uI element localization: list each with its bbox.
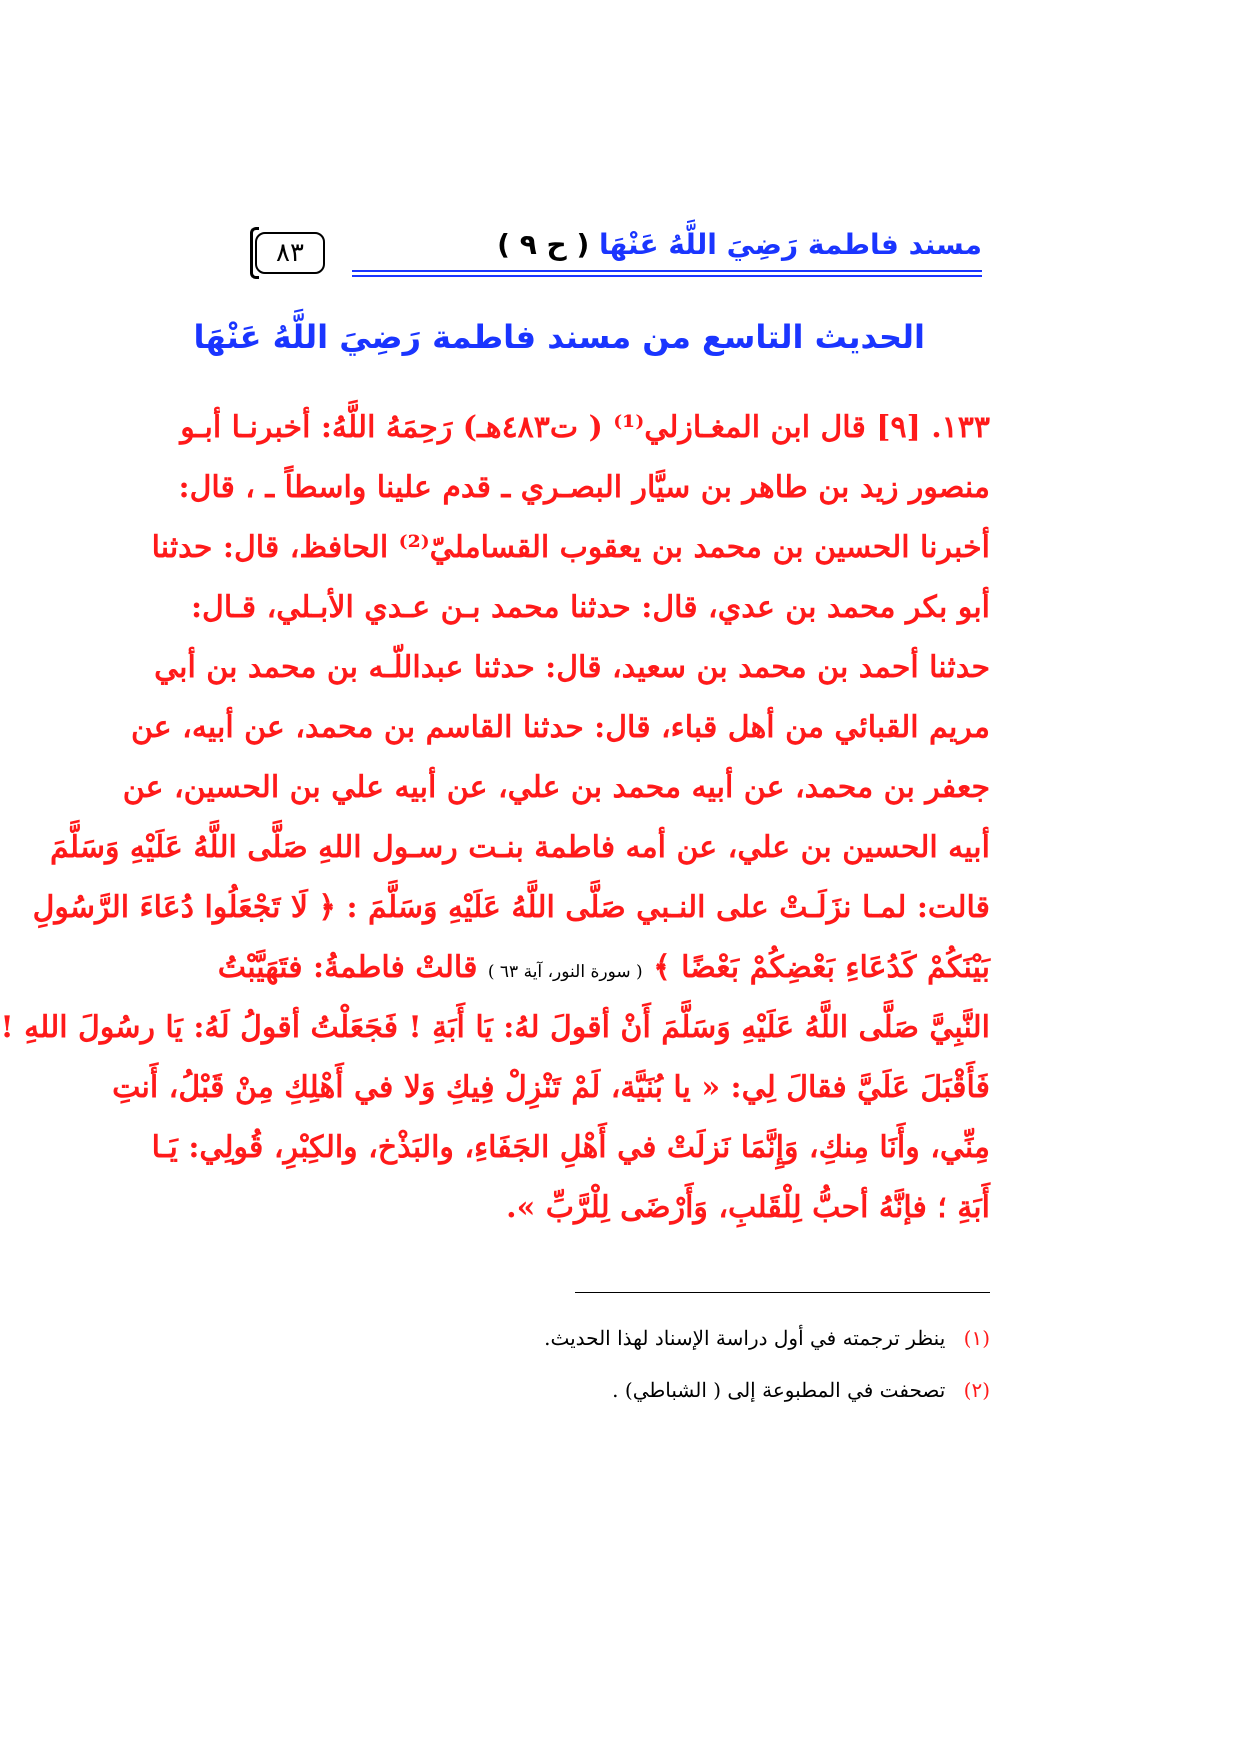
footnote-text: ينظر ترجمته في أول دراسة الإسناد لهذا الحديث. [544,1326,946,1350]
body-line: حدثنا أحمد بن محمد بن سعيد، قال: حدثنا عبداللّـه بن محمد بن أبي [154,650,990,685]
hadith-body [0,398,990,1238]
page-number-box [255,232,325,274]
page-number: ٨٣ [276,238,304,268]
body-line: مِنِّي، وأَنَا مِنكِ، وَإِنَّمَا نَزلَتْ في أَهْلِ الجَفَاءِ، والبَذْخ، والكِبْرِ، قُولِي: يَـا [151,1130,990,1165]
footnote-number: (٢) [963,1378,990,1402]
body-line-with-citation [217,938,990,998]
body-line: قالت: لمـا نزَلَـتْ على النـبي صَلَّى اللَّهُ عَلَيْهِ وَسَلَّمَ : ﴿ لَا تَجْعَلُوا دُعَاءَ الرَّسُولِ [32,890,990,925]
hadith-title-text: الحديث التاسع من مسند فاطمة [432,318,925,356]
running-head-ref: ( ح ٩ ) [497,228,590,261]
footnote [544,1312,990,1364]
body-line-tail: قالتْ فاطمةُ: فتَهَيَّبْتُ [217,950,478,985]
body-line: أخبرنا الحسين بن محمد بن يعقوب القسامليّ⁽²⁾ الحافظ، قال: حدثنا [151,530,990,565]
body-line: ١٣٣. [٩] قال ابن المغـازلي⁽¹⁾ ( ت٤٨٣هـ) رَحِمَهُ اللَّهُ: أخبرنـا أبـو [180,410,990,445]
body-line: النَّبِيَّ صَلَّى اللَّهُ عَلَيْهِ وَسَلَّمَ أَنْ أقولَ لهُ: يَا أَبَةِ ! فَجَعَلْتُ أقولُ لَهُ: يَا رسُولَ اللهِ ! [0,1010,990,1045]
footnote [544,1364,990,1416]
body-line: منصور زيد بن طاهر بن سيَّار البصـري ـ قدم علينا واسطاً ـ ، قال: [178,470,990,505]
running-head-title: مسند فاطمة [807,228,982,261]
body-line: جعفر بن محمد، عن أبيه محمد بن علي، عن أبيه علي بن الحسين، عن [122,770,990,805]
footnotes [544,1312,990,1416]
quran-citation: ( سورة النور، آية ٦٣ ) [487,962,643,982]
body-line: أبو بكر محمد بن عدي، قال: حدثنا محمد بـن عـدي الأبـلي، قـال: [190,590,990,625]
running-head-honorific: رَضِيَ اللَّهُ عَنْهَا [599,228,799,261]
body-line: أَبَةِ ؛ فإنَّهُ أحبُّ لِلْقَلبِ، وَأَرْضَى لِلْرَّبِّ ». [506,1190,990,1225]
footnote-separator [575,1292,990,1293]
header-double-rule [352,270,982,277]
footnote-text: تصحفت في المطبوعة إلى ( الشباطي) . [612,1378,946,1402]
body-line: مريم القبائي من أهل قباء، قال: حدثنا القاسم بن محمد، عن أبيه، عن [130,710,990,745]
footnote-number: (١) [963,1326,990,1350]
running-head [497,228,982,261]
body-line: أبيه الحسين بن علي، عن أمه فاطمة بنـت رسـول اللهِ صَلَّى اللَّهُ عَلَيْهِ وَسَلَّمَ [49,830,990,865]
hadith-title [193,318,925,356]
body-line: فَأَقْبَلَ عَلَيَّ فقالَ لِي: « يا بُنَيَّة، لَمْ تَنْزِلْ فِيكِ وَلا في أَهْلِكِ مِنْ قَبْلُ، أَنتِ [112,1070,990,1105]
hadith-title-honorific: رَضِيَ اللَّهُ عَنْهَا [193,318,421,356]
quran-verse-end: بَيْنَكُمْ كَدُعَاءِ بَعْضِكُمْ بَعْضًا ﴾ [653,950,990,985]
